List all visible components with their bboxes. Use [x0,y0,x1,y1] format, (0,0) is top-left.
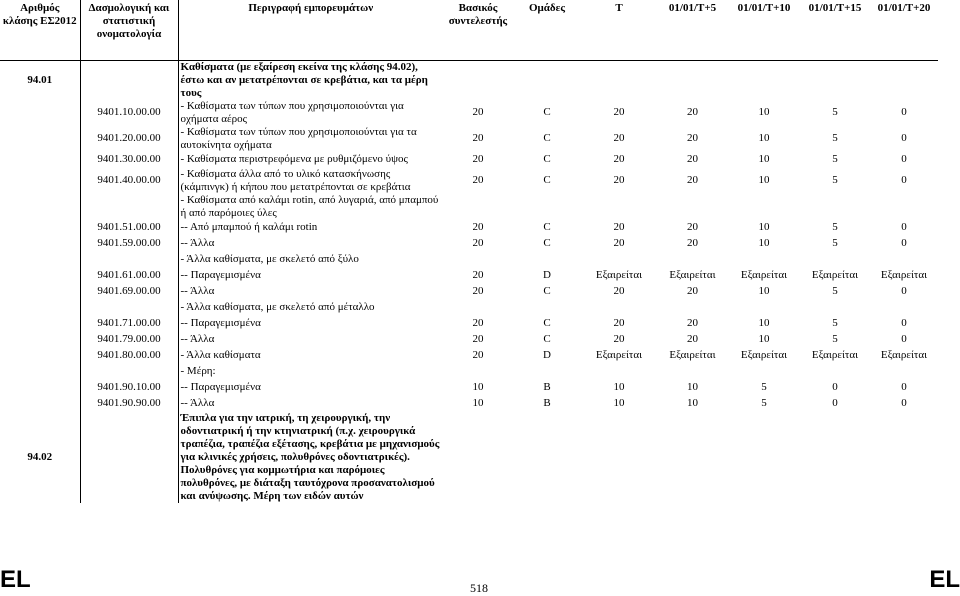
t-cell: 20 [613,333,625,345]
empty-cell [800,412,870,503]
table-header-row [0,0,938,60]
code-cell: 9401.20.00.00 [80,126,178,152]
table-row [0,194,938,220]
header-t15: 01/01/T+15 [800,0,870,60]
t20-cell: 0 [901,285,907,297]
t-cell: 20 [613,174,625,186]
code-cell: 9401.69.00.00 [80,284,178,300]
description-cell: - Καθίσματα περιστρεφόμενα με ρυθμιζόμενο ύψος [180,153,408,165]
group-cell: D [543,269,551,281]
t5-cell: 10 [687,381,698,393]
t15-cell: 0 [832,397,838,409]
table-row [0,284,938,300]
t-cell: 20 [613,106,625,118]
group-cell: C [543,317,551,329]
section-heading: Καθίσματα (με εξαίρεση εκείνα της κλάσης 94.02), έστω και αν μετατρέπονται σε κρεβάτια, και τα μέρη τους [180,60,428,99]
description-cell: - Άλλα καθίσματα, με σκελετό από μέταλλο [180,301,375,313]
description-cell: -- Άλλα [180,333,215,345]
code-cell [80,252,178,268]
description-cell: -- Παραγεμισμένα [180,381,261,393]
t20-cell: Εξαιρείται [880,269,928,281]
base-rate-cell [443,194,513,220]
class-cell [0,152,80,168]
t15-cell: 5 [832,237,838,249]
t10-cell [728,252,800,268]
t15-cell: 5 [832,285,838,297]
code-cell: 9401.71.00.00 [80,316,178,332]
empty-cell [581,60,657,100]
t20-cell [870,194,938,220]
t5-cell: 20 [687,153,698,165]
t10-cell: Εξαιρείται [740,349,788,361]
t10-cell: 10 [758,285,770,297]
t5-cell: Εξαιρείται [669,269,716,281]
header-class-number: Αριθμός κλάσης ΕΣ2012 [0,0,80,60]
t10-cell [728,300,800,316]
code-cell: 9401.80.00.00 [80,348,178,364]
base-rate-cell: 20 [472,106,484,118]
code-cell [80,300,178,316]
t-cell [581,364,657,380]
section-code-blank [80,60,178,100]
class-cell [0,168,80,194]
t5-cell: 20 [687,285,698,297]
t15-cell: 5 [832,317,838,329]
group-cell: C [543,174,551,186]
t5-cell: 20 [687,106,698,118]
t-cell: 20 [613,317,625,329]
t5-cell [657,364,728,380]
table-row [0,364,938,380]
description-cell: -- Παραγεμισμένα [180,269,261,281]
t15-cell: 5 [832,333,838,345]
t20-cell: 0 [901,317,907,329]
table-row [0,348,938,364]
t15-cell: Εξαιρείται [811,269,859,281]
t5-cell: 20 [687,221,698,233]
group-cell [513,300,581,316]
empty-cell [870,60,938,100]
footer-lang-right: EL [929,566,960,593]
base-rate-cell: 20 [472,333,484,345]
header-t: T [581,0,657,60]
t-cell: 10 [613,381,625,393]
table-row [0,396,938,412]
class-cell [0,300,80,316]
t-cell [581,252,657,268]
t20-cell [870,364,938,380]
t5-cell: 20 [687,174,698,186]
description-cell: - Μέρη: [180,365,216,377]
description-cell: -- Άλλα [180,397,215,409]
t15-cell [800,364,870,380]
header-t10: 01/01/T+10 [728,0,800,60]
code-cell [80,364,178,380]
t15-cell [800,252,870,268]
group-cell: C [543,285,551,297]
t10-cell: Εξαιρείται [740,269,788,281]
class-cell [0,364,80,380]
group-cell: C [543,106,551,118]
t15-cell [800,194,870,220]
base-rate-cell: 20 [472,285,484,297]
description-cell: - Καθίσματα άλλα από το υλικό κατασκήνωσης (κάμπινγκ) ή κήπου που μετατρέπονται σε κρεβάτια [180,167,411,193]
class-cell [0,332,80,348]
t20-cell: 0 [901,153,907,165]
group-cell: C [543,132,551,144]
t20-cell: 0 [901,221,907,233]
code-cell: 9401.90.90.00 [80,396,178,412]
group-cell [513,364,581,380]
description-cell: -- Παραγεμισμένα [180,317,261,329]
empty-cell [728,412,800,503]
t15-cell: 5 [832,221,838,233]
empty-cell [800,60,870,100]
description-cell: -- Άλλα [180,237,215,249]
t10-cell: 10 [758,174,770,186]
empty-cell [443,60,513,100]
section-number: 94.01 [0,60,80,100]
section-row [0,60,938,100]
group-cell: C [543,333,551,345]
t5-cell [657,300,728,316]
description-cell: - Καθίσματα από καλάμι rotin, από λυγαριά, από μπαμπού ή από παρόμοιες ύλες [180,193,439,219]
empty-cell [870,412,938,503]
t5-cell [657,194,728,220]
base-rate-cell [443,300,513,316]
base-rate-cell: 20 [472,153,484,165]
empty-cell [513,60,581,100]
base-rate-cell: 20 [472,132,484,144]
code-cell [80,194,178,220]
section-number: 94.02 [0,412,80,503]
t20-cell [870,252,938,268]
t20-cell: 0 [901,106,907,118]
code-cell: 9401.90.10.00 [80,380,178,396]
code-cell: 9401.61.00.00 [80,268,178,284]
t-cell: 20 [613,132,625,144]
class-cell [0,268,80,284]
t10-cell: 10 [758,132,770,144]
empty-cell [657,412,728,503]
empty-cell [513,412,581,503]
base-rate-cell: 20 [472,317,484,329]
table-row [0,126,938,152]
base-rate-cell: 10 [472,397,484,409]
t10-cell: 10 [758,237,770,249]
description-cell: -- Από μπαμπού ή καλάμι rotin [180,221,318,233]
t-cell: Εξαιρείται [595,269,643,281]
t-cell: 20 [613,237,625,249]
class-cell [0,236,80,252]
t15-cell: Εξαιρείται [811,349,859,361]
t10-cell: 10 [758,153,770,165]
table-row [0,100,938,126]
t-cell [581,194,657,220]
t5-cell: 20 [687,237,698,249]
group-cell [513,252,581,268]
group-cell: B [543,381,551,393]
footer-lang-left: EL [0,566,31,593]
t20-cell [870,300,938,316]
section-row [0,412,938,503]
description-cell: - Άλλα καθίσματα [180,349,261,361]
t15-cell: 5 [832,174,838,186]
class-cell [0,284,80,300]
code-cell: 9401.59.00.00 [80,236,178,252]
t20-cell: 0 [901,397,907,409]
table-row [0,152,938,168]
group-cell: C [543,153,551,165]
description-cell: - Καθίσματα των τύπων που χρησιμοποιούνται για τα αυτοκίνητα οχήματα [180,125,417,151]
t5-cell: 20 [687,333,698,345]
t-cell: Εξαιρείται [595,349,643,361]
t15-cell: 5 [832,132,838,144]
t-cell: 20 [613,285,625,297]
header-description: Περιγραφή εμπορευμάτων [178,0,443,60]
t-cell [581,300,657,316]
t20-cell: Εξαιρείται [880,349,928,361]
code-cell: 9401.10.00.00 [80,100,178,126]
class-cell [0,348,80,364]
t10-cell [728,364,800,380]
table-body [0,60,938,503]
class-cell [0,252,80,268]
t15-cell: 0 [832,381,838,393]
header-t20: 01/01/T+20 [870,0,938,60]
table-row [0,252,938,268]
t10-cell: 5 [761,381,767,393]
header-nomenclature: Δασμολογική και στατιστική ονοματολογία [80,0,178,60]
t20-cell: 0 [901,174,907,186]
header-t5: 01/01/T+5 [657,0,728,60]
t-cell: 10 [613,397,625,409]
section-code-blank [80,412,178,503]
class-cell [0,126,80,152]
t10-cell: 10 [758,333,770,345]
group-cell: D [543,349,551,361]
section-heading: Έπιπλα για την ιατρική, τη χειρουργική, την οδοντιατρική ή την κτηνιατρική (π.χ. χειρουργικά τραπέζια, τραπέζια εξέτασης, κρεβάτια με μηχανισμούς για κλινικές χρήσεις, πολυθρόνες οδοντιατρικές). Πολυθρόνες για κομμωτήρια και παρόμοιες πολυθρόνες, με διάταξη ταυτόχρονα προσανατολισμού και ανύψωσης. Μέρη των ειδών αυτών [180,411,440,502]
table-row [0,236,938,252]
t10-cell [728,194,800,220]
description-cell: - Καθίσματα των τύπων που χρησιμοποιούνται για οχήματα αέρος [180,99,404,125]
base-rate-cell: 20 [472,237,484,249]
group-cell: C [543,237,551,249]
t20-cell: 0 [901,381,907,393]
t5-cell: 20 [687,317,698,329]
table-row [0,380,938,396]
table-row [0,168,938,194]
t15-cell: 5 [832,106,838,118]
empty-cell [728,60,800,100]
class-cell [0,380,80,396]
t20-cell: 0 [901,237,907,249]
t20-cell: 0 [901,333,907,345]
group-cell: B [543,397,551,409]
class-cell [0,396,80,412]
table-row [0,268,938,284]
empty-cell [581,412,657,503]
t-cell: 20 [613,221,625,233]
header-groups: Ομάδες [513,0,581,60]
table-row [0,220,938,236]
class-cell [0,100,80,126]
t10-cell: 10 [758,221,770,233]
class-cell [0,220,80,236]
empty-cell [657,60,728,100]
t15-cell [800,300,870,316]
description-cell: -- Άλλα [180,285,215,297]
page-number: 518 [470,581,488,595]
t20-cell: 0 [901,132,907,144]
group-cell [513,194,581,220]
code-cell: 9401.30.00.00 [80,152,178,168]
table-row [0,316,938,332]
t10-cell: 10 [758,317,770,329]
t15-cell: 5 [832,153,838,165]
class-cell [0,316,80,332]
empty-cell [443,412,513,503]
base-rate-cell: 20 [472,269,484,281]
code-cell: 9401.79.00.00 [80,332,178,348]
t5-cell: 10 [687,397,698,409]
header-base-rate: Βασικός συντελεστής [443,0,513,60]
base-rate-cell: 10 [472,381,484,393]
group-cell: C [543,221,551,233]
base-rate-cell: 20 [472,349,484,361]
t10-cell: 5 [761,397,767,409]
t-cell: 20 [613,153,625,165]
t5-cell: 20 [687,132,698,144]
class-cell [0,194,80,220]
code-cell: 9401.40.00.00 [80,168,178,194]
t10-cell: 10 [758,106,770,118]
base-rate-cell [443,364,513,380]
base-rate-cell: 20 [472,221,484,233]
code-cell: 9401.51.00.00 [80,220,178,236]
table-row [0,300,938,316]
base-rate-cell: 20 [472,174,484,186]
t5-cell: Εξαιρείται [669,349,716,361]
description-cell: - Άλλα καθίσματα, με σκελετό από ξύλο [180,253,359,265]
base-rate-cell [443,252,513,268]
table-row [0,332,938,348]
t5-cell [657,252,728,268]
